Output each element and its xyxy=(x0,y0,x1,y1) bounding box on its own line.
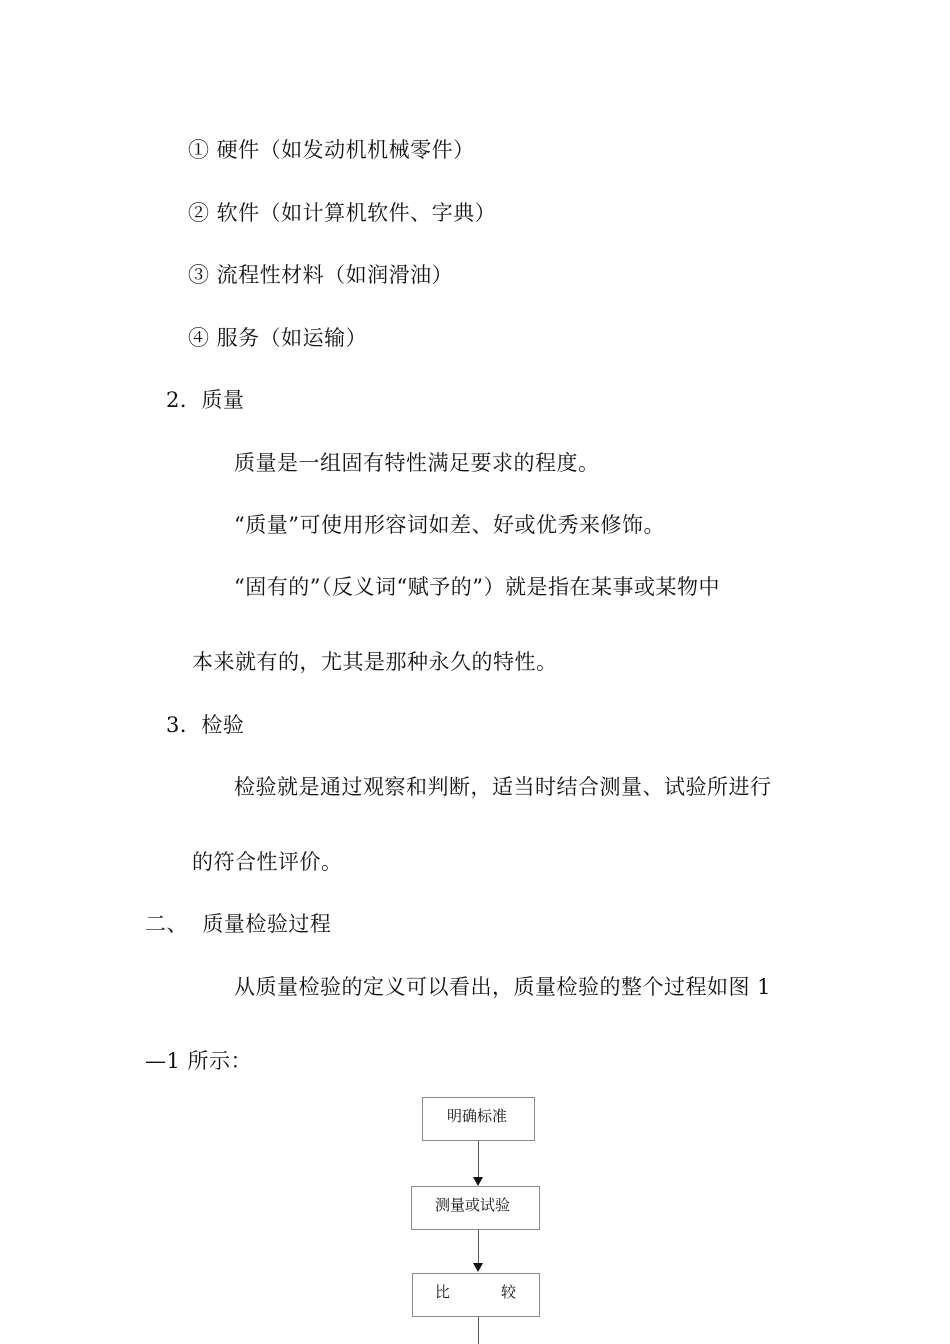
flow-step-define-standard xyxy=(422,1097,535,1141)
flow-arrow-1-icon xyxy=(473,1177,483,1186)
flow-step-compare-label-b: 较 xyxy=(501,1283,517,1301)
flow-step-compare xyxy=(412,1273,540,1317)
flow-step-compare-label-a: 比 xyxy=(435,1283,451,1301)
flow-connector-1 xyxy=(478,1141,479,1178)
inspection-definition-line2: 的符合性评价。 xyxy=(192,850,343,874)
part-heading-inspection-process: 二、 质量检验过程 xyxy=(145,912,332,936)
inherent-definition-line2: 本来就有的，尤其是那种永久的特性。 xyxy=(192,650,558,674)
inherent-definition-line1: “固有的”（反义词“赋予的”）就是指在某事或某物中 xyxy=(234,575,720,599)
flow-connector-3 xyxy=(478,1317,479,1344)
flow-step-measure-or-test xyxy=(411,1186,540,1230)
process-intro-line2: —1 所示： xyxy=(145,1049,253,1073)
flow-step-define-standard-label: 明确标准 xyxy=(447,1107,508,1125)
process-intro-line1: 从质量检验的定义可以看出，质量检验的整个过程如图 1 xyxy=(234,975,772,999)
flow-step-measure-or-test-label: 测量或试验 xyxy=(435,1196,511,1214)
list-item-software: ② 软件（如计算机软件、字典） xyxy=(188,201,497,225)
list-item-service: ④ 服务（如运输） xyxy=(188,326,368,350)
section-heading-inspection: 3．检验 xyxy=(166,713,245,737)
inspection-definition-line1: 检验就是通过观察和判断，适当时结合测量、试验所进行 xyxy=(234,775,772,799)
flow-connector-2 xyxy=(478,1230,479,1264)
quality-definition: 质量是一组固有特性满足要求的程度。 xyxy=(234,451,600,475)
list-item-process-material: ③ 流程性材料（如润滑油） xyxy=(188,263,454,287)
flow-arrow-2-icon xyxy=(473,1263,483,1272)
section-heading-quality: 2．质量 xyxy=(166,388,245,412)
list-item-hardware: ① 硬件（如发动机机械零件） xyxy=(188,138,475,162)
quality-adjective-note: “质量”可使用形容词如差、好或优秀来修饰。 xyxy=(234,513,665,537)
